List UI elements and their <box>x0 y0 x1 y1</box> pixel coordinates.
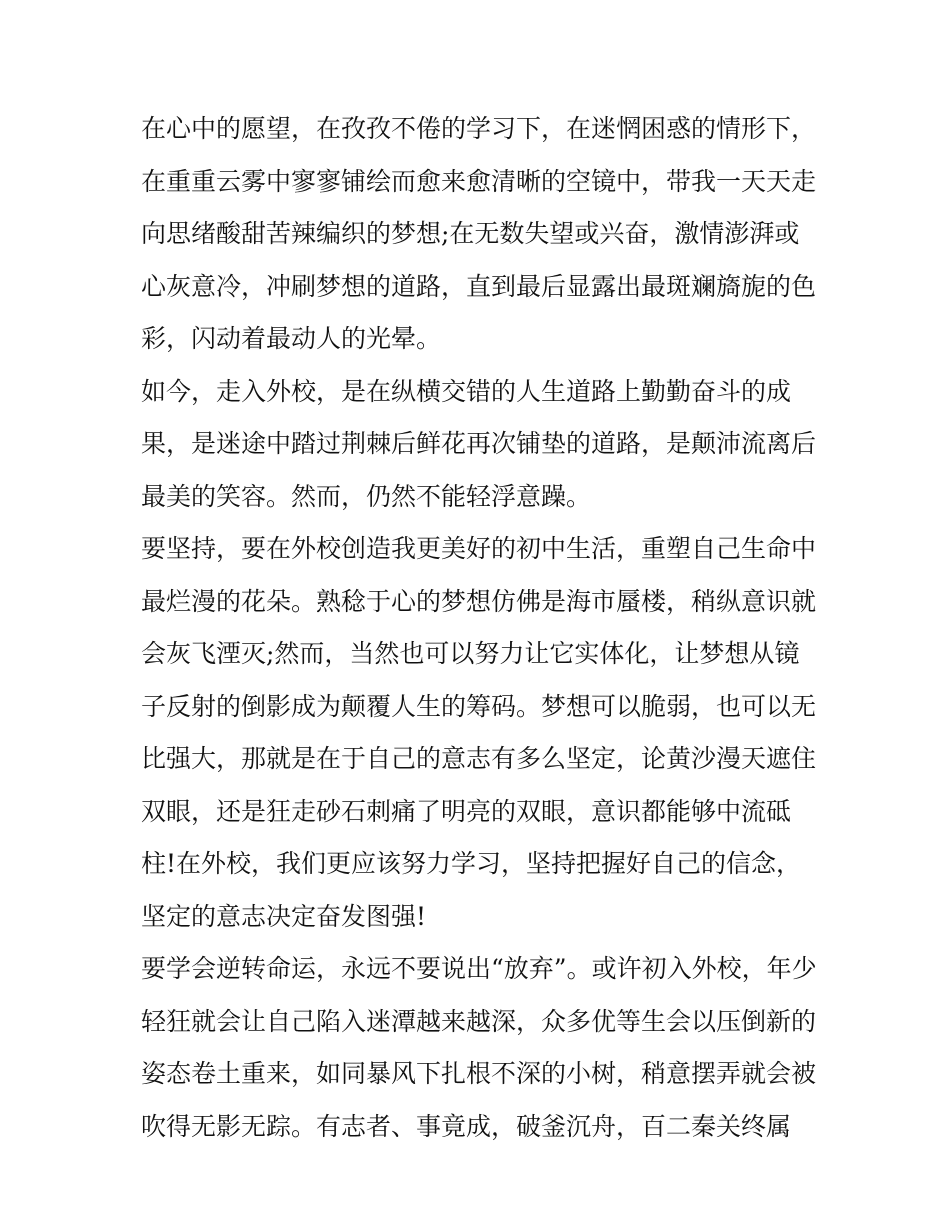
text-line-19: 姿态卷土重来，如同暴风下扎根不深的小树，稍意摆弄就会被 <box>141 1059 817 1088</box>
text-line-10: 最烂漫的花朵。熟稔于心的梦想仿佛是海市蜃楼，稍纵意识就 <box>141 586 817 616</box>
text-line-1: 在心中的愿望，在孜孜不倦的学习下，在迷惘困惑的情形下， <box>141 114 817 143</box>
text-line-7: 果，是迷途中踏过荆棘后鲜花再次铺垫的道路，是颠沛流离后 <box>141 429 817 458</box>
text-line-8: 最美的笑容。然而，仍然不能轻浮意躁。 <box>141 481 592 511</box>
text-line-2: 在重重云雾中寥寥铺绘而愈来愈清晰的空镜中，带我一天天走 <box>141 166 817 196</box>
text-line-20: 吹得无影无踪。有志者、事竟成，破釜沉舟，百二秦关终属 <box>141 1111 792 1141</box>
essay-text <box>141 103 821 1153</box>
text-line-13: 比强大，那就是在于自己的意志有多么坚定，论黄沙漫天遮住 <box>141 744 817 773</box>
text-line-17: 要学会逆转命运，永远不要说出“放弃”。或许初入外校，年少 <box>141 954 817 983</box>
text-line-15: 柱!在外校，我们更应该努力学习，坚持把握好自己的信念， <box>141 849 802 878</box>
text-line-4: 心灰意冷，冲刷梦想的道路，直到最后显露出最斑斓旖旎的色 <box>141 271 817 301</box>
text-line-3: 向思绪酸甜苦辣编织的梦想;在无数失望或兴奋，激情澎湃或 <box>141 219 800 248</box>
text-line-9: 要坚持，要在外校创造我更美好的初中生活，重塑自己生命中 <box>141 534 817 563</box>
text-line-16: 坚定的意志决定奋发图强! <box>141 901 427 931</box>
text-line-5: 彩，闪动着最动人的光晕。 <box>141 324 442 353</box>
text-line-18: 轻狂就会让自己陷入迷潭越来越深，众多优等生会以压倒新的 <box>141 1006 817 1036</box>
text-line-11: 会灰飞湮灭;然而，当然也可以努力让它实体化，让梦想从镜 <box>141 639 800 668</box>
text-line-14: 双眼，还是狂走砂石刺痛了明亮的双眼，意识都能够中流砥 <box>141 796 792 826</box>
text-line-12: 子反射的倒影成为颠覆人生的筹码。梦想可以脆弱，也可以无 <box>141 691 817 721</box>
text-line-6: 如今，走入外校，是在纵横交错的人生道路上勤勤奋斗的成 <box>141 376 792 406</box>
